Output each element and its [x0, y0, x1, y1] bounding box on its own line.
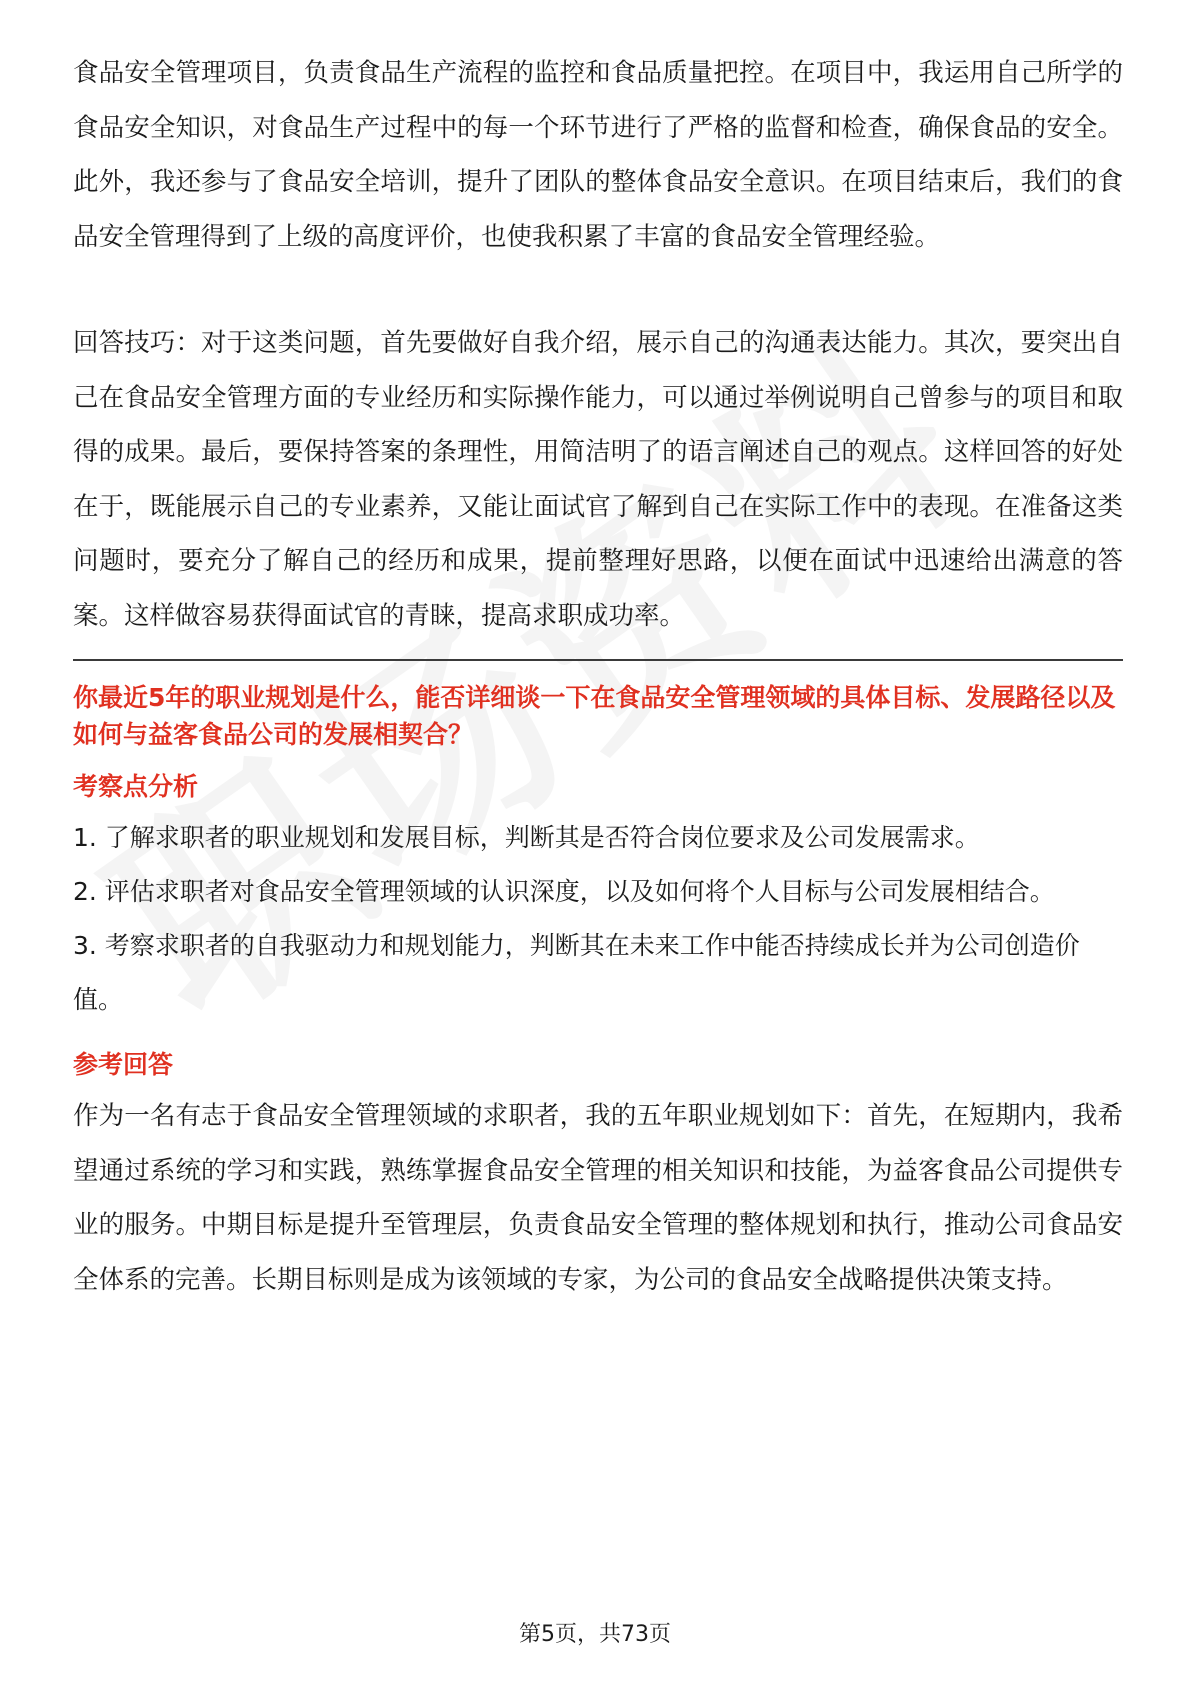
- paragraph-gap: [73, 264, 1123, 316]
- analysis-point-3: 3. 考察求职者的自我驱动力和规划能力，判断其在未来工作中能否持续成长并为公司创造价值。: [73, 931, 1080, 1014]
- tips-paragraph: 回答技巧：对于这类问题，首先要做好自我介绍，展示自己的沟通表达能力。其次，要突出自己在食品安全管理方面的专业经历和实际操作能力，可以通过举例说明自己曾参与的项目和取得的成果。最后，要保持答案的条理性，用简洁明了的语言阐述自己的观点。这样回答的好处在于，既能展示自己的专业素养，又能让面试官了解到自己在实际工作中的表现。在准备这类问题时，要充分了解自己的经历和成果，提前整理好思路，以便在面试中迅速给出满意的答案。这样做容易获得面试官的青睐，提高求职成功率。: [73, 328, 1123, 631]
- page-footer: 第5页，共73页: [519, 1622, 671, 1647]
- analysis-title: 考察点分析: [73, 772, 199, 801]
- analysis-point-2: 2. 评估求职者对食品安全管理领域的认识深度，以及如何将个人目标与公司发展相结合。: [73, 877, 1055, 906]
- document-page: [73, 46, 1123, 1307]
- reference-title: 参考回答: [73, 1050, 174, 1079]
- intro-paragraph: 食品安全管理项目，负责食品生产流程的监控和食品质量把控。在项目中，我运用自己所学的食品安全知识，对食品生产过程中的每一个环节进行了严格的监督和检查，确保食品的安全。此外，我还参与了食品安全培训，提升了团队的整体食品安全意识。在项目结束后，我们的食品安全管理得到了上级的高度评价，也使我积累了丰富的食品安全管理经验。: [73, 58, 1123, 252]
- reference-answer: 作为一名有志于食品安全管理领域的求职者，我的五年职业规划如下：首先，在短期内，我希望通过系统的学习和实践，熟练掌握食品安全管理的相关知识和技能，为益客食品公司提供专业的服务。中期目标是提升至管理层，负责食品安全管理的整体规划和执行，推动公司食品安全体系的完善。长期目标则是成为该领域的专家，为公司的食品安全战略提供决策支持。: [73, 1101, 1123, 1295]
- analysis-point-1: 1. 了解求职者的职业规划和发展目标，判断其是否符合岗位要求及公司发展需求。: [73, 823, 980, 852]
- section-divider: [73, 659, 1123, 661]
- question-heading: 你最近5年的职业规划是什么，能否详细谈一下在食品安全管理领域的具体目标、发展路径以及如何与益客食品公司的发展相契合？: [73, 683, 1116, 749]
